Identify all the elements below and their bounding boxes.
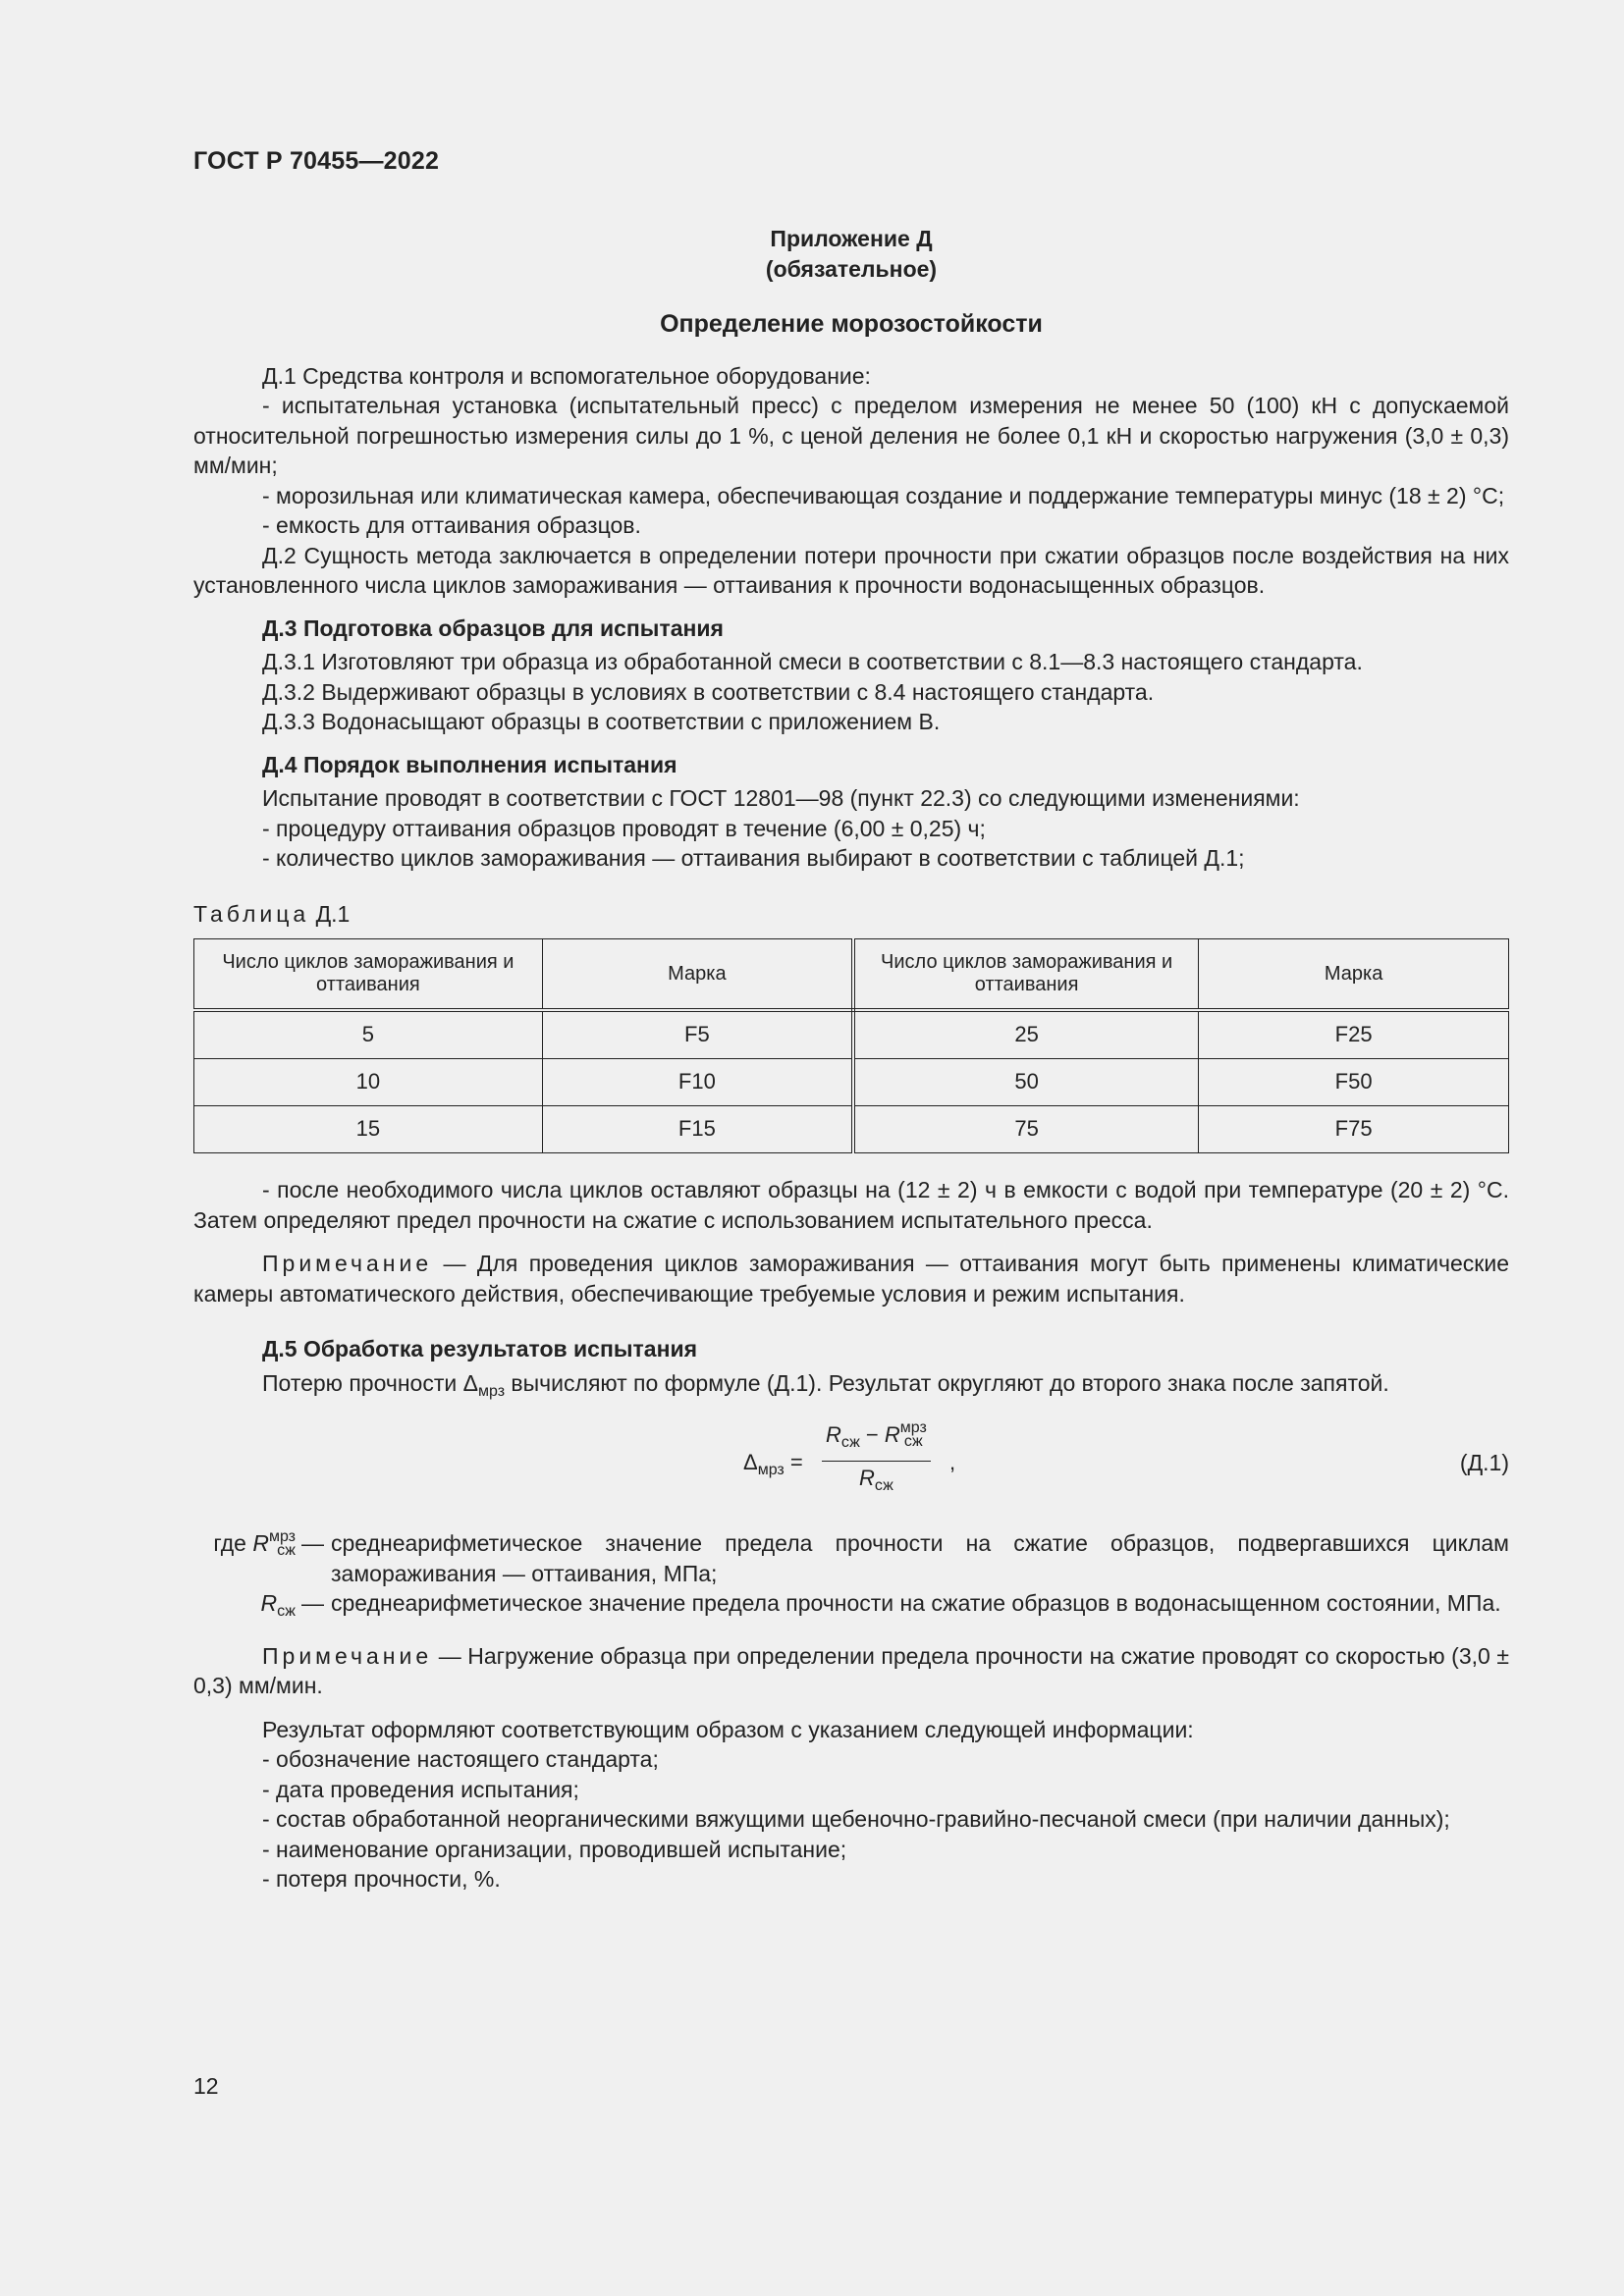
after-table-paragraph: - после необходимого числа циклов оставляют образцы на (12 ± 2) ч в емкости с водой при температуре (20 ± 2) °С. Затем определяют предел прочности на сжатие с использованием испытательного пресса.: [193, 1177, 1509, 1233]
r-symbol: R: [260, 1590, 278, 1616]
formula-denominator: [822, 1462, 931, 1502]
d4-paragraph: - процедуру оттаивания образцов проводят в течение (6,00 ± 0,25) ч;: [262, 815, 986, 841]
d4-title: Д.4 Порядок выполнения испытания: [262, 751, 677, 777]
result-item: - состав обработанной неорганическими вяжущими щебеночно-гравийно-песчаной смеси (при наличии данных);: [262, 1806, 1450, 1832]
page-content: [193, 224, 1509, 1895]
r-indices: [900, 1421, 927, 1449]
standard-code: ГОСТ Р 70455—2022: [193, 147, 440, 175]
table-cell: 25: [853, 1010, 1199, 1059]
r-symbol: R: [252, 1530, 269, 1556]
d4-paragraph: Испытание проводят в соответствии с ГОСТ 12801—98 (пункт 22.3) со следующими изменениями:: [262, 785, 1300, 811]
d1-item: - емкость для оттаивания образцов.: [262, 512, 641, 538]
r-subscript: сж: [840, 1434, 860, 1451]
table-cell: 50: [853, 1059, 1199, 1106]
table-row: [194, 1059, 1509, 1106]
delta-symbol: Δ: [462, 1369, 478, 1396]
where-symbol: [193, 1588, 301, 1628]
table-cell: 75: [853, 1106, 1199, 1153]
note-text: — Для проведения циклов замораживания — оттаивания могут быть применены климатические камеры автоматического действия, обеспечивающие требуемые условия и режим испытания.: [193, 1251, 1509, 1307]
d3-title: Д.3 Подготовка образцов для испытания: [262, 614, 724, 641]
r-subscript: сж: [277, 1603, 296, 1620]
r-subscript: сж: [277, 1542, 296, 1559]
text-span: Потерю прочности: [262, 1369, 463, 1396]
annex-status: (обязательное): [765, 256, 938, 282]
table-cell: F25: [1199, 1010, 1509, 1059]
where-description: среднеарифметическое значение предела прочности на сжатие образцов в водонасыщенном состоянии, МПа.: [331, 1590, 1501, 1616]
minus-sign: −: [859, 1422, 885, 1447]
r-superscript: мрз: [899, 1419, 927, 1436]
delta-subscript: мрз: [757, 1462, 785, 1478]
result-intro: Результат оформляют соответствующим образом с указанием следующей информации:: [262, 1716, 1194, 1742]
where-dash: —: [301, 1590, 324, 1616]
r-superscript: мрз: [268, 1528, 296, 1545]
formula-lhs: [743, 1448, 803, 1486]
r-symbol: R: [884, 1422, 900, 1447]
table-cell: 15: [194, 1106, 543, 1153]
where-list: [193, 1528, 1509, 1628]
result-item: - потеря прочности, %.: [262, 1866, 501, 1892]
where-word: где: [213, 1530, 246, 1556]
note-text: — Нагружение образца при определении предела прочности на сжатие проводят со скоростью (3,0 ± 0,3) мм/мин.: [193, 1642, 1509, 1698]
d1-item: - испытательная установка (испытательный пресс) с пределом измерения не менее 50 (100) кН с допускаемой относительной погрешностью измерения силы до 1 %, с ценой деления не более 0,1 кН и скоростью нагружения (3,0 ± 0,3) мм/мин;: [193, 393, 1509, 478]
d4-paragraph: - количество циклов замораживания — оттаивания выбирают в соответствии с таблицей Д.1;: [262, 845, 1245, 871]
delta-symbol: Δ: [743, 1450, 758, 1474]
table-header-cell: Марка: [542, 939, 853, 1011]
r-subscript: сж: [903, 1433, 923, 1450]
cycles-table: [193, 938, 1509, 1153]
table-header-row: [194, 939, 1509, 1011]
table-caption-number: Д.1: [315, 900, 351, 927]
result-item: - дата проведения испытания;: [262, 1776, 579, 1802]
table-header-cell: Число циклов замораживания и оттаивания: [194, 939, 543, 1011]
table-cell: F75: [1199, 1106, 1509, 1153]
table-caption-word: Таблица: [193, 900, 310, 927]
note-label: Примечание: [262, 1642, 433, 1669]
r-symbol: R: [826, 1422, 841, 1447]
table-row: [194, 1106, 1509, 1153]
table-header-cell: Марка: [1199, 939, 1509, 1011]
result-item: - наименование организации, проводившей испытание;: [262, 1836, 847, 1862]
where-symbol: [193, 1528, 301, 1588]
table-header-cell: Число циклов замораживания и оттаивания: [853, 939, 1199, 1011]
annex-name: Определение морозостойкости: [660, 310, 1043, 338]
d3-paragraph: Д.3.1 Изготовляют три образца из обработанной смеси в соответствии с 8.1—8.3 настоящего стандарта.: [262, 649, 1363, 674]
table-cell: F50: [1199, 1059, 1509, 1106]
d3-paragraph: Д.3.3 Водонасыщают образцы в соответствии с приложением В.: [262, 709, 941, 734]
table-cell: F15: [542, 1106, 853, 1153]
d2-text: Д.2 Сущность метода заключается в определении потери прочности при сжатии образцов после воздействия на них установленного числа циклов замораживания — оттаивания к прочности водонасыщенных образцов.: [193, 542, 1509, 598]
note: [193, 1249, 1509, 1308]
table-caption: [193, 899, 1509, 930]
formula-numerator: [822, 1420, 931, 1462]
note-label: Примечание: [262, 1251, 433, 1276]
annex-title: Приложение Д: [770, 226, 933, 251]
note: [193, 1641, 1509, 1701]
d1-intro: Д.1 Средства контроля и вспомогательное оборудование:: [262, 362, 871, 389]
d5-paragraph: [193, 1368, 1509, 1408]
d1-item: - морозильная или климатическая камера, обеспечивающая создание и поддержание температуры минус (18 ± 2) °С;: [262, 482, 1505, 508]
table-cell: F5: [542, 1010, 853, 1059]
table-cell: 5: [194, 1010, 543, 1059]
r-indices: [269, 1530, 296, 1558]
formula-number: (Д.1): [1459, 1450, 1509, 1475]
equals-sign: =: [789, 1450, 803, 1474]
table-row: [194, 1010, 1509, 1059]
where-dash: —: [301, 1530, 324, 1556]
formula-fraction: [822, 1420, 931, 1501]
d5-title: Д.5 Обработка результатов испытания: [262, 1336, 698, 1362]
table-cell: 10: [194, 1059, 543, 1106]
formula-d1: [193, 1420, 1509, 1511]
where-description: среднеарифметическое значение предела прочности на сжатие образцов, подвергавшихся циклам замораживания — оттаивания, МПа;: [331, 1530, 1509, 1586]
delta-subscript: мрз: [477, 1382, 506, 1400]
r-symbol: R: [859, 1465, 875, 1490]
result-item: - обозначение настоящего стандарта;: [262, 1746, 659, 1772]
r-subscript: сж: [874, 1476, 893, 1494]
text-span: вычисляют по формуле (Д.1). Результат округляют до второго знака после запятой.: [505, 1369, 1389, 1396]
d3-paragraph: Д.3.2 Выдерживают образцы в условиях в соответствии с 8.4 настоящего стандарта.: [262, 678, 1155, 705]
page-number: 12: [193, 2073, 219, 2099]
formula-comma: ,: [949, 1450, 956, 1474]
table-cell: F10: [542, 1059, 853, 1106]
